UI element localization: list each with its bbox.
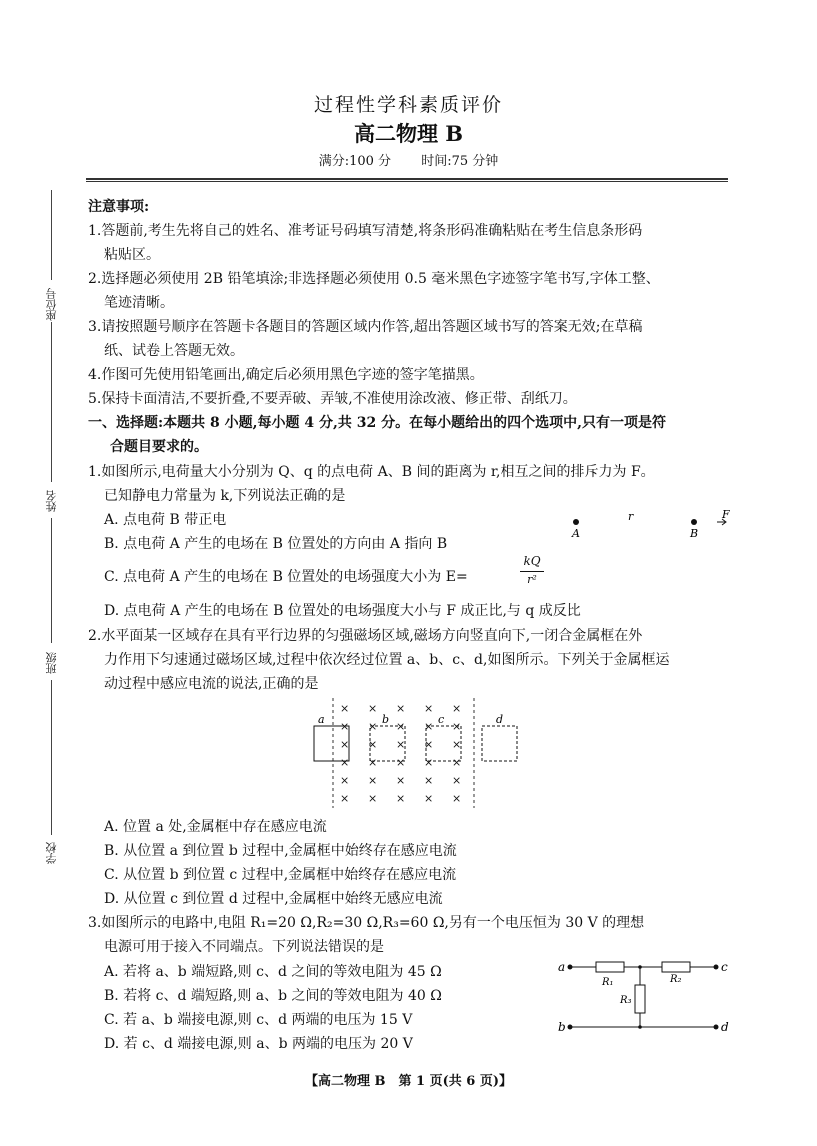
field-cross: × (424, 738, 434, 751)
charge-b-dot (691, 519, 697, 525)
page-footer: 【高二物理 B 第 1 页(共 6 页)】 (304, 1074, 512, 1089)
resistor-r2 (662, 962, 690, 972)
force-label: F (722, 508, 730, 521)
field-cross: × (368, 774, 378, 787)
label-c: c (438, 713, 445, 726)
field-cross: × (424, 792, 434, 805)
field-cross: × (396, 774, 406, 787)
q1-figure (560, 505, 740, 545)
field-cross: × (452, 720, 462, 733)
frame-position-d (482, 726, 517, 761)
side-line (51, 190, 52, 280)
terminal-b (568, 1025, 573, 1030)
label-b: b (558, 1020, 566, 1034)
label-d: d (496, 713, 504, 726)
field-cross: × (368, 792, 378, 805)
field-cross: × (340, 720, 350, 733)
side-line (51, 680, 52, 835)
terminal-d (714, 1025, 719, 1030)
notice-line: 5.保持卡面清洁,不要折叠,不要弄破、弄皱,不准使用涂改液、修正带、刮纸刀。 (88, 391, 577, 407)
field-cross: × (452, 702, 462, 715)
q3-option-a: A. 若将 a、b 端短路,则 c、d 之间的等效电阻为 45 Ω (104, 964, 442, 980)
charge-a-dot (573, 519, 579, 525)
distance-label: r (628, 510, 634, 523)
resistor-r3 (635, 985, 645, 1013)
field-cross: × (452, 738, 462, 751)
q2-option-b: B. 从位置 a 到位置 b 过程中,金属框中始终存在感应电流 (104, 843, 457, 859)
label-r1: R₁ (602, 977, 614, 988)
section-heading: 一、选择题:本题共 8 小题,每小题 4 分,共 32 分。在每小题给出的四个选项中,只有一项是符 (88, 415, 666, 431)
q1-stem: 1.如图所示,电荷量大小分别为 Q、q 的点电荷 A、B 间的距离为 r,相互之间的排斥力为 F。 (88, 464, 655, 480)
header-rule-thin (86, 181, 728, 182)
q2-stem: 2.水平面某一区域存在具有平行边界的匀强磁场区域,磁场方向竖直向下,一闭合金属框在外 (88, 628, 643, 644)
side-label-school: 学校 (45, 842, 58, 864)
notice-line: 2.选择题必须使用 2B 铅笔填涂;非选择题必须使用 0.5 毫米黑色字迹签字笔书写,字体工整、 (88, 271, 660, 287)
notice-line: 4.作图可先使用铅笔画出,确定后必须用黑色字迹的签字笔描黑。 (88, 367, 484, 383)
q2-stem: 动过程中感应电流的说法,正确的是 (104, 676, 319, 692)
q2-option-c: C. 从位置 b 到位置 c 过程中,金属框中始终存在感应电流 (104, 867, 457, 883)
side-label-class: 班级 (45, 652, 58, 674)
q1-option-b: B. 点电荷 A 产生的电场在 B 位置处的方向由 A 指向 B (104, 536, 448, 552)
notice-line: 1.答题前,考生先将自己的姓名、准考证号码填写清楚,将条形码准确粘贴在考生信息条形码 (88, 223, 643, 239)
field-cross: × (368, 756, 378, 769)
label-a: a (318, 713, 325, 726)
field-cross: × (368, 702, 378, 715)
charge-b-label: B (690, 527, 699, 540)
q1-option-c: C. 点电荷 A 产生的电场在 B 位置处的电场强度大小为 E= (104, 569, 468, 585)
label-r3: R₃ (620, 995, 632, 1006)
exam-meta: 满分:100 分 时间:75 分钟 (318, 154, 499, 169)
field-cross: × (452, 756, 462, 769)
q2-figure (310, 696, 530, 811)
q1-stem: 已知静电力常量为 k,下列说法正确的是 (104, 488, 346, 504)
q3-option-d: D. 若 c、d 端接电源,则 a、b 两端的电压为 20 V (104, 1036, 413, 1052)
field-cross: × (452, 792, 462, 805)
q3-option-b: B. 若将 c、d 端短路,则 a、b 之间的等效电阻为 40 Ω (104, 988, 442, 1004)
q3-stem: 电源可用于接入不同端点。下列说法错误的是 (104, 939, 384, 955)
field-cross: × (340, 738, 350, 751)
resistor-r1 (596, 962, 624, 972)
q1-option-d: D. 点电荷 A 产生的电场在 B 位置处的电场强度大小与 F 成正比,与 q 成反比 (104, 603, 581, 619)
field-cross: × (340, 792, 350, 805)
label-a: a (558, 960, 566, 974)
field-cross: × (396, 756, 406, 769)
side-label-name: 姓名 (45, 490, 58, 512)
side-label-seat: 座位号 (45, 288, 58, 321)
field-cross: × (340, 774, 350, 787)
field-cross: × (396, 738, 406, 751)
label-c: c (721, 960, 728, 974)
exam-subject-title: 高二物理 B (353, 121, 464, 146)
field-cross: × (396, 702, 406, 715)
field-cross: × (424, 774, 434, 787)
label-r2: R₂ (670, 974, 682, 985)
field-cross: × (368, 720, 378, 733)
q1-option-a: A. 点电荷 B 带正电 (104, 512, 227, 528)
q1-fraction-bar (520, 571, 544, 572)
field-cross: × (424, 720, 434, 733)
q3-stem: 3.如图所示的电路中,电阻 R₁=20 Ω,R₂=30 Ω,R₃=60 Ω,另有一个电压恒为 30 V 的理想 (88, 915, 645, 931)
notice-heading: 注意事项: (88, 199, 150, 215)
header-rule (86, 178, 728, 180)
terminal-a (568, 965, 573, 970)
field-cross: × (452, 774, 462, 787)
exam-series-title: 过程性学科素质评价 (313, 94, 503, 116)
q3-circuit (558, 955, 738, 1040)
notice-line: 纸、试卷上答题无效。 (104, 343, 244, 359)
label-d: d (721, 1020, 729, 1034)
q2-option-d: D. 从位置 c 到位置 d 过程中,金属框中始终无感应电流 (104, 891, 443, 907)
q1-fraction-denominator: r² (527, 573, 537, 586)
field-cross: × (424, 702, 434, 715)
field-cross: × (424, 756, 434, 769)
q1-fraction-numerator: kQ (523, 554, 541, 568)
field-cross: × (368, 738, 378, 751)
notice-line: 笔迹清晰。 (104, 295, 174, 311)
charge-a-label: A (572, 527, 580, 540)
field-cross: × (396, 792, 406, 805)
notice-line: 3.请按照题号顺序在答题卡各题目的答题区域内作答,超出答题区域书写的答案无效;在草稿 (88, 319, 643, 335)
field-cross: × (340, 756, 350, 769)
q3-option-c: C. 若 a、b 端接电源,则 c、d 两端的电压为 15 V (104, 1012, 413, 1028)
side-line (51, 518, 52, 643)
field-cross: × (396, 720, 406, 733)
section-heading-cont: 合题目要求的。 (110, 439, 208, 455)
side-line (51, 322, 52, 482)
q2-option-a: A. 位置 a 处,金属框中存在感应电流 (104, 819, 327, 835)
terminal-c (714, 965, 719, 970)
notice-line: 粘贴区。 (104, 247, 160, 263)
field-cross: × (340, 702, 350, 715)
label-b: b (382, 713, 390, 726)
q2-stem: 力作用下匀速通过磁场区域,过程中依次经过位置 a、b、c、d,如图所示。下列关于金属框运 (104, 652, 670, 668)
